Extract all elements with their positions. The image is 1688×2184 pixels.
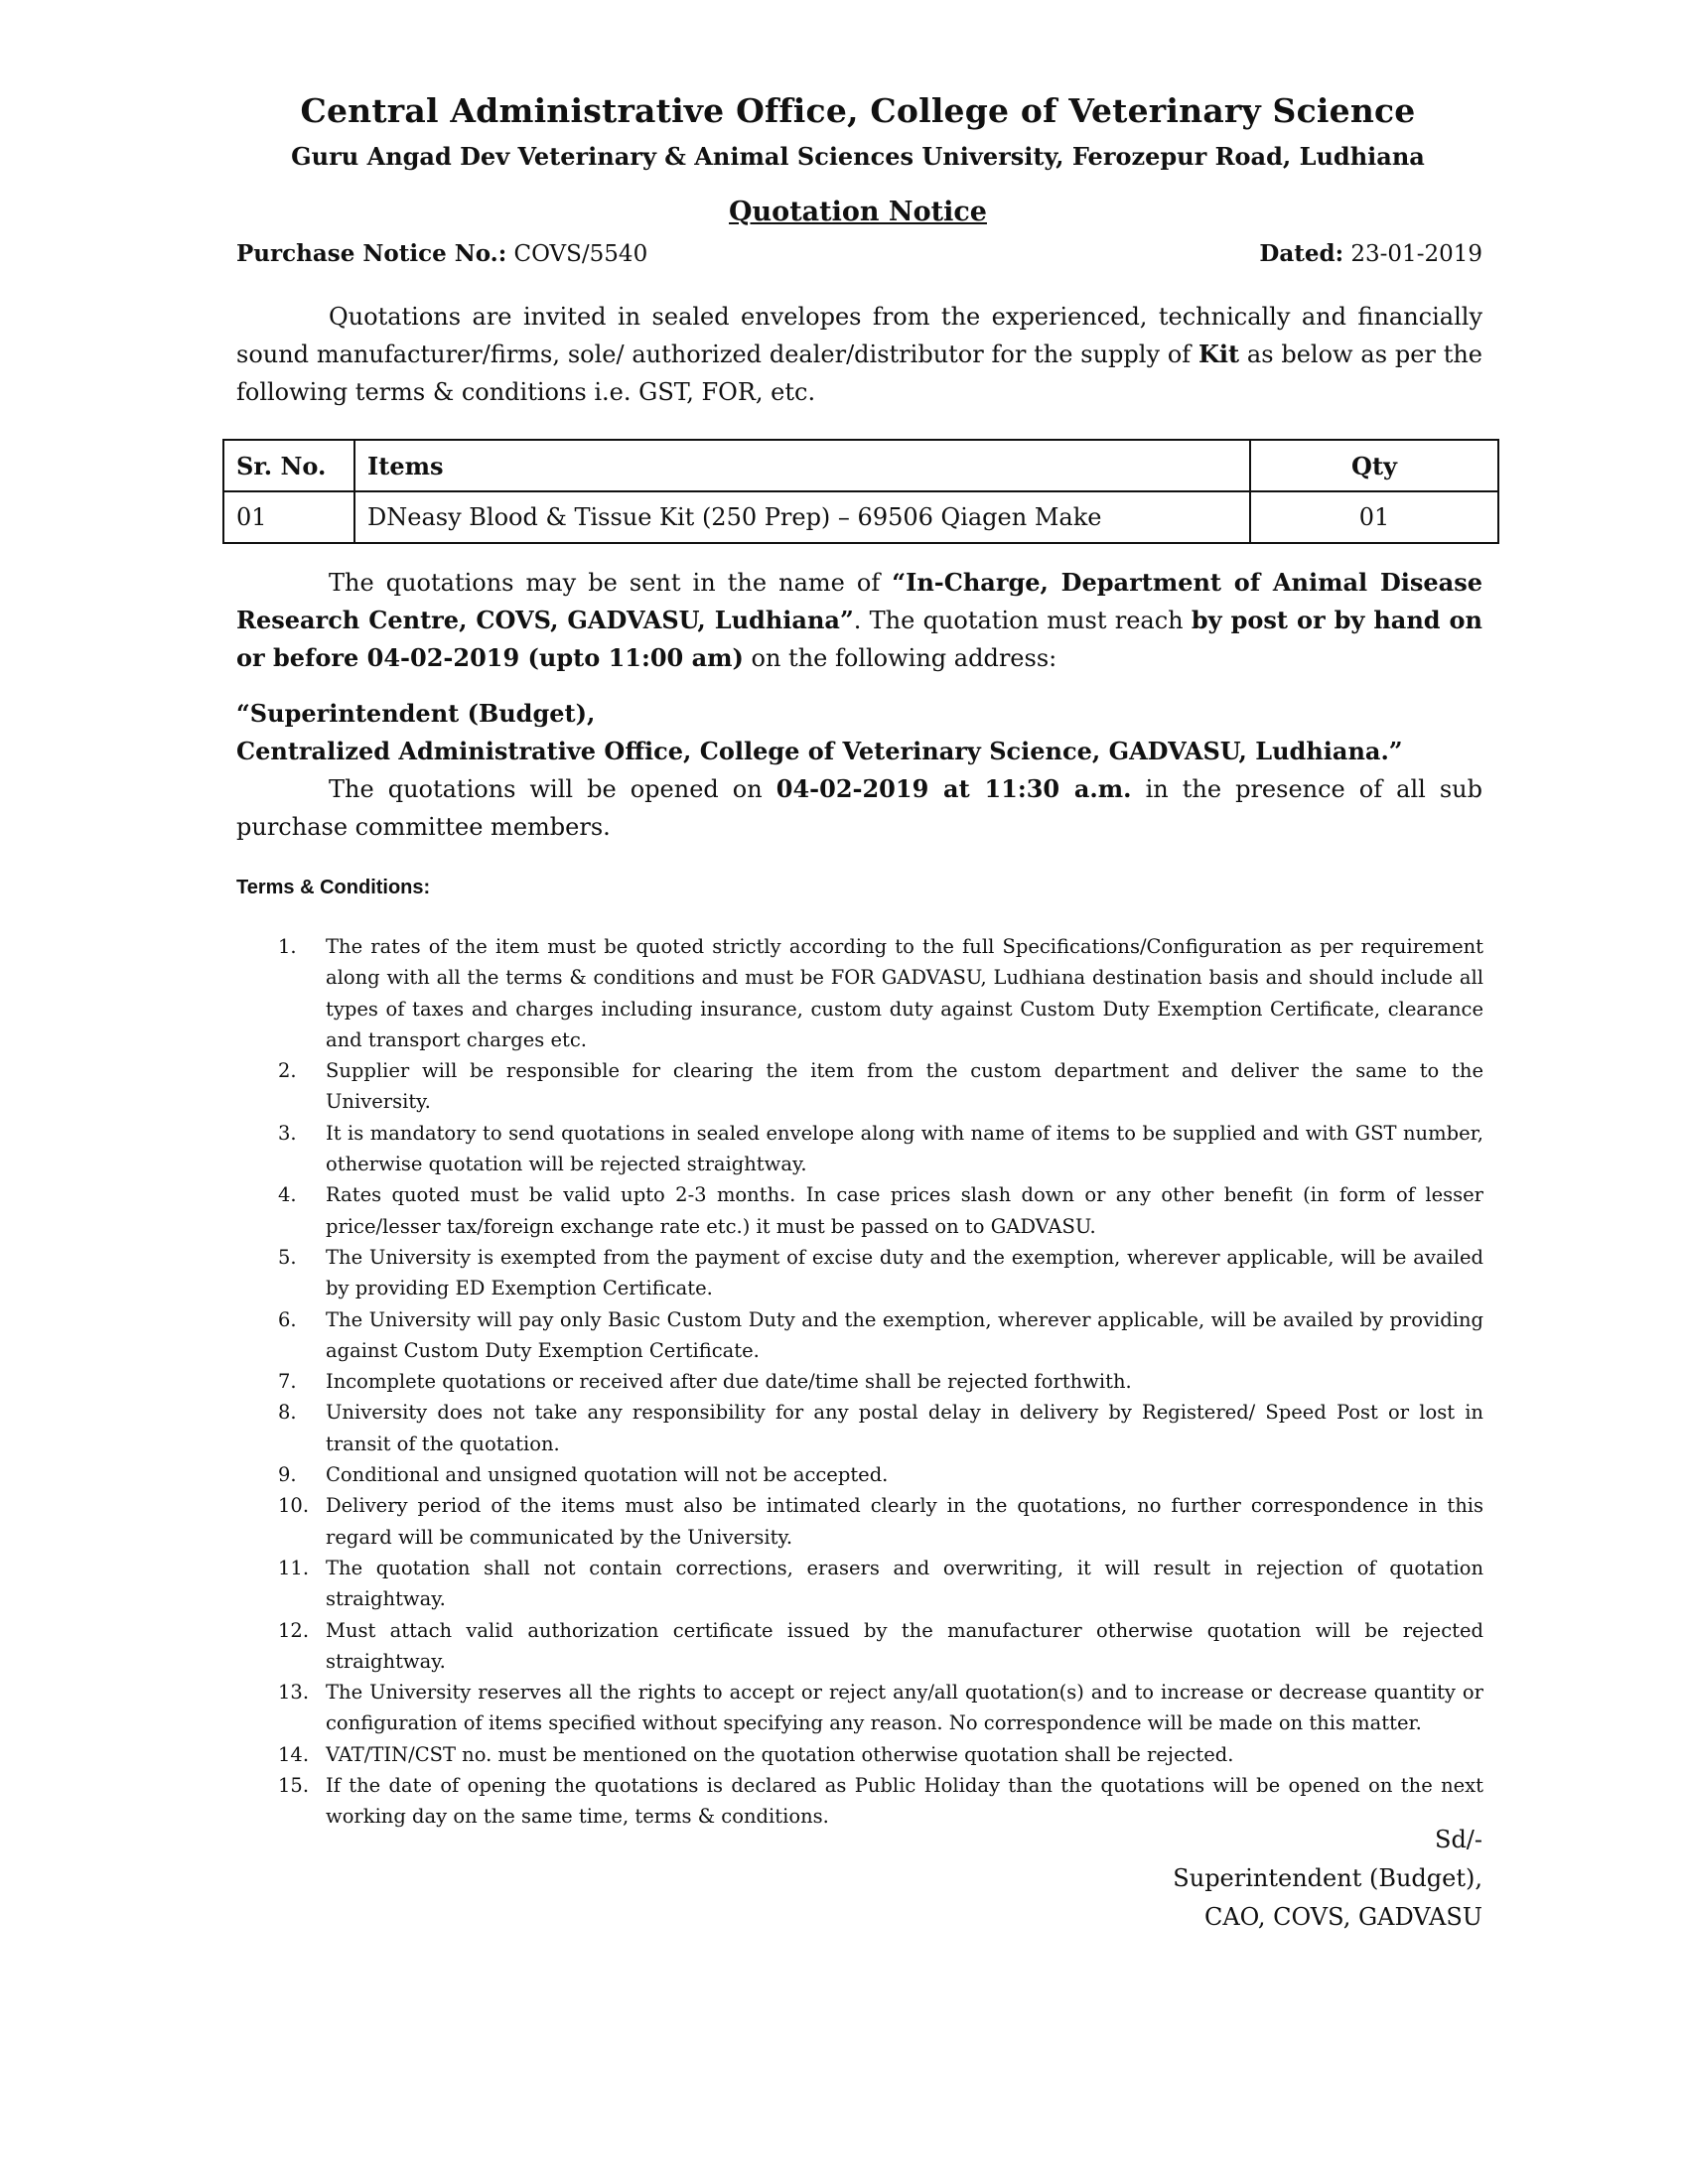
term-number: 14. (278, 1742, 310, 1766)
term-number: 2. (278, 1059, 297, 1083)
row-item: DNeasy Blood & Tissue Kit (250 Prep) – 69506 Qiagen Make (354, 491, 1250, 543)
items-table-header (223, 440, 1498, 491)
term-text: Delivery period of the items must also be intimated clearly in the quotations, no further correspondence in this regard will be communicated by the University. (326, 1494, 1483, 1549)
submission-deadline: by post or by hand on or before 04-02-2019 (upto 11:00 am) (236, 606, 1482, 672)
dated-label: Dated: (1259, 240, 1344, 267)
term-number: 9. (278, 1463, 297, 1487)
list-item (278, 1242, 1483, 1304)
intro-item-word: Kit (1198, 340, 1240, 368)
intro-text-2: as below as per the following terms & conditions i.e. GST, FOR, etc. (236, 341, 1482, 406)
purchase-notice (236, 240, 647, 267)
list-item (278, 1179, 1483, 1242)
submission-paragraph (236, 564, 1482, 677)
intro-text-1: Quotations are invited in sealed envelopes from the experienced, technically and financially sound manufacturer/firms, sole/ authorized dealer/distributor for the supply of (236, 303, 1482, 368)
list-item (278, 1304, 1483, 1367)
opening-datetime: 04-02-2019 at 11:30 a.m. (775, 774, 1132, 803)
list-item (278, 931, 1483, 1055)
terms-list (278, 931, 1483, 1833)
intro-paragraph (236, 298, 1482, 411)
university-subtitle: Guru Angad Dev Veterinary & Animal Sciences University, Ferozepur Road, Ludhiana (291, 142, 1425, 171)
header-qty: Qty (1250, 440, 1498, 491)
term-text: Rates quoted must be valid upto 2-3 months. In case prices slash down or any other benefit (in form of lesser price/lesser tax/foreign exchange rate etc.) it must be passed on to GADVASU. (326, 1183, 1483, 1238)
term-number: 3. (278, 1121, 297, 1145)
purchase-notice-number: COVS/5540 (513, 241, 648, 267)
list-item (278, 1055, 1483, 1118)
header-sr-no: Sr. No. (223, 440, 354, 491)
term-number: 11. (278, 1556, 310, 1579)
term-number: 8. (278, 1401, 297, 1425)
row-qty: 01 (1250, 491, 1498, 543)
opening-text-1: The quotations will be opened on (329, 775, 776, 803)
signature-designation: Superintendent (Budget), (1173, 1864, 1482, 1892)
term-text: Conditional and unsigned quotation will not be accepted. (326, 1463, 889, 1487)
list-item (278, 1553, 1483, 1615)
term-text: The University is exempted from the payment of excise duty and the exemption, wherever applicable, will be availed by providing ED Exemption Certificate. (326, 1245, 1483, 1300)
term-number: 12. (278, 1618, 310, 1642)
submission-addressee: “In-Charge, Department of Animal Disease Research Centre, COVS, GADVASU, Ludhiana” (236, 568, 1483, 634)
submission-text-3: on the following address: (743, 644, 1057, 672)
list-item (278, 1677, 1483, 1739)
opening-paragraph (236, 770, 1482, 846)
term-text: If the date of opening the quotations is declared as Public Holiday than the quotations will be opened on the next working day on the same time, terms & conditions. (326, 1774, 1483, 1829)
opening-text-2: in the presence of all sub purchase committee members. (236, 775, 1483, 841)
purchase-notice-label: Purchase Notice No.: (236, 240, 507, 267)
term-number: 6. (278, 1307, 297, 1331)
list-item (278, 1739, 1483, 1770)
term-number: 10. (278, 1494, 310, 1518)
row-sr-no: 01 (223, 491, 354, 543)
term-text: Must attach valid authorization certificate issued by the manufacturer otherwise quotation will be rejected straightway. (326, 1618, 1483, 1673)
address-line-1: “Superintendent (Budget), (236, 699, 596, 728)
purchase-notice-row (236, 240, 1482, 276)
office-title: Central Administrative Office, College of Veterinary Science (300, 91, 1416, 130)
dated-value: 23-01-2019 (1350, 241, 1482, 267)
list-item (278, 1615, 1483, 1678)
term-text: It is mandatory to send quotations in sealed envelope along with name of items to be supplied and with GST number, otherwise quotation will be rejected straightway. (326, 1121, 1483, 1176)
term-text: VAT/TIN/CST no. must be mentioned on the quotation otherwise quotation shall be rejected. (326, 1742, 1234, 1766)
term-text: The rates of the item must be quoted strictly according to the full Specifications/Configuration as per requirement along with all the terms & conditions and must be FOR GADVASU, Ludhiana destination basis and should include all types of taxes and charges including insurance, custom duty against Custom Duty Exemption Certificate, clearance and transport charges etc. (326, 935, 1483, 1051)
term-number: 13. (278, 1681, 310, 1705)
term-number: 7. (278, 1370, 297, 1394)
list-item (278, 1490, 1483, 1553)
term-text: The quotation shall not contain corrections, erasers and overwriting, it will result in rejection of quotation straightway. (326, 1556, 1483, 1611)
signature-sd: Sd/- (1435, 1826, 1482, 1853)
address-line-2: Centralized Administrative Office, College of Veterinary Science, GADVASU, Ludhiana.” (236, 737, 1403, 765)
list-item (278, 1459, 1483, 1490)
term-text: Incomplete quotations or received after due date/time shall be rejected forthwith. (326, 1370, 1132, 1394)
list-item (278, 1397, 1483, 1459)
submission-text-2: . The quotation must reach (853, 607, 1192, 634)
signature-office: CAO, COVS, GADVASU (1203, 1903, 1482, 1931)
term-number: 4. (278, 1183, 297, 1207)
term-text: Supplier will be responsible for clearing the item from the custom department and deliver the same to the University. (326, 1059, 1483, 1114)
table-row (223, 491, 1498, 543)
term-number: 15. (278, 1774, 310, 1798)
term-number: 5. (278, 1245, 297, 1269)
term-text: The University reserves all the rights to accept or reject any/all quotation(s) and to increase or decrease quantity or configuration of items specified without specifying any reason. No correspondence will be made on this matter. (326, 1681, 1483, 1735)
notice-title: Quotation Notice (729, 197, 987, 227)
term-text: The University will pay only Basic Custom Duty and the exemption, wherever applicable, will be availed by providing against Custom Duty Exemption Certificate. (326, 1307, 1483, 1362)
terms-heading: Terms & Conditions: (236, 877, 431, 898)
term-number: 1. (278, 935, 297, 958)
term-text: University does not take any responsibility for any postal delay in delivery by Registered/ Speed Post or lost in transit of the quotation. (326, 1401, 1483, 1455)
notice-date (1259, 240, 1482, 267)
items-table (222, 439, 1499, 544)
header-items: Items (354, 440, 1250, 491)
submission-text-1: The quotations may be sent in the name of (329, 569, 893, 597)
list-item (278, 1366, 1483, 1397)
list-item (278, 1118, 1483, 1180)
